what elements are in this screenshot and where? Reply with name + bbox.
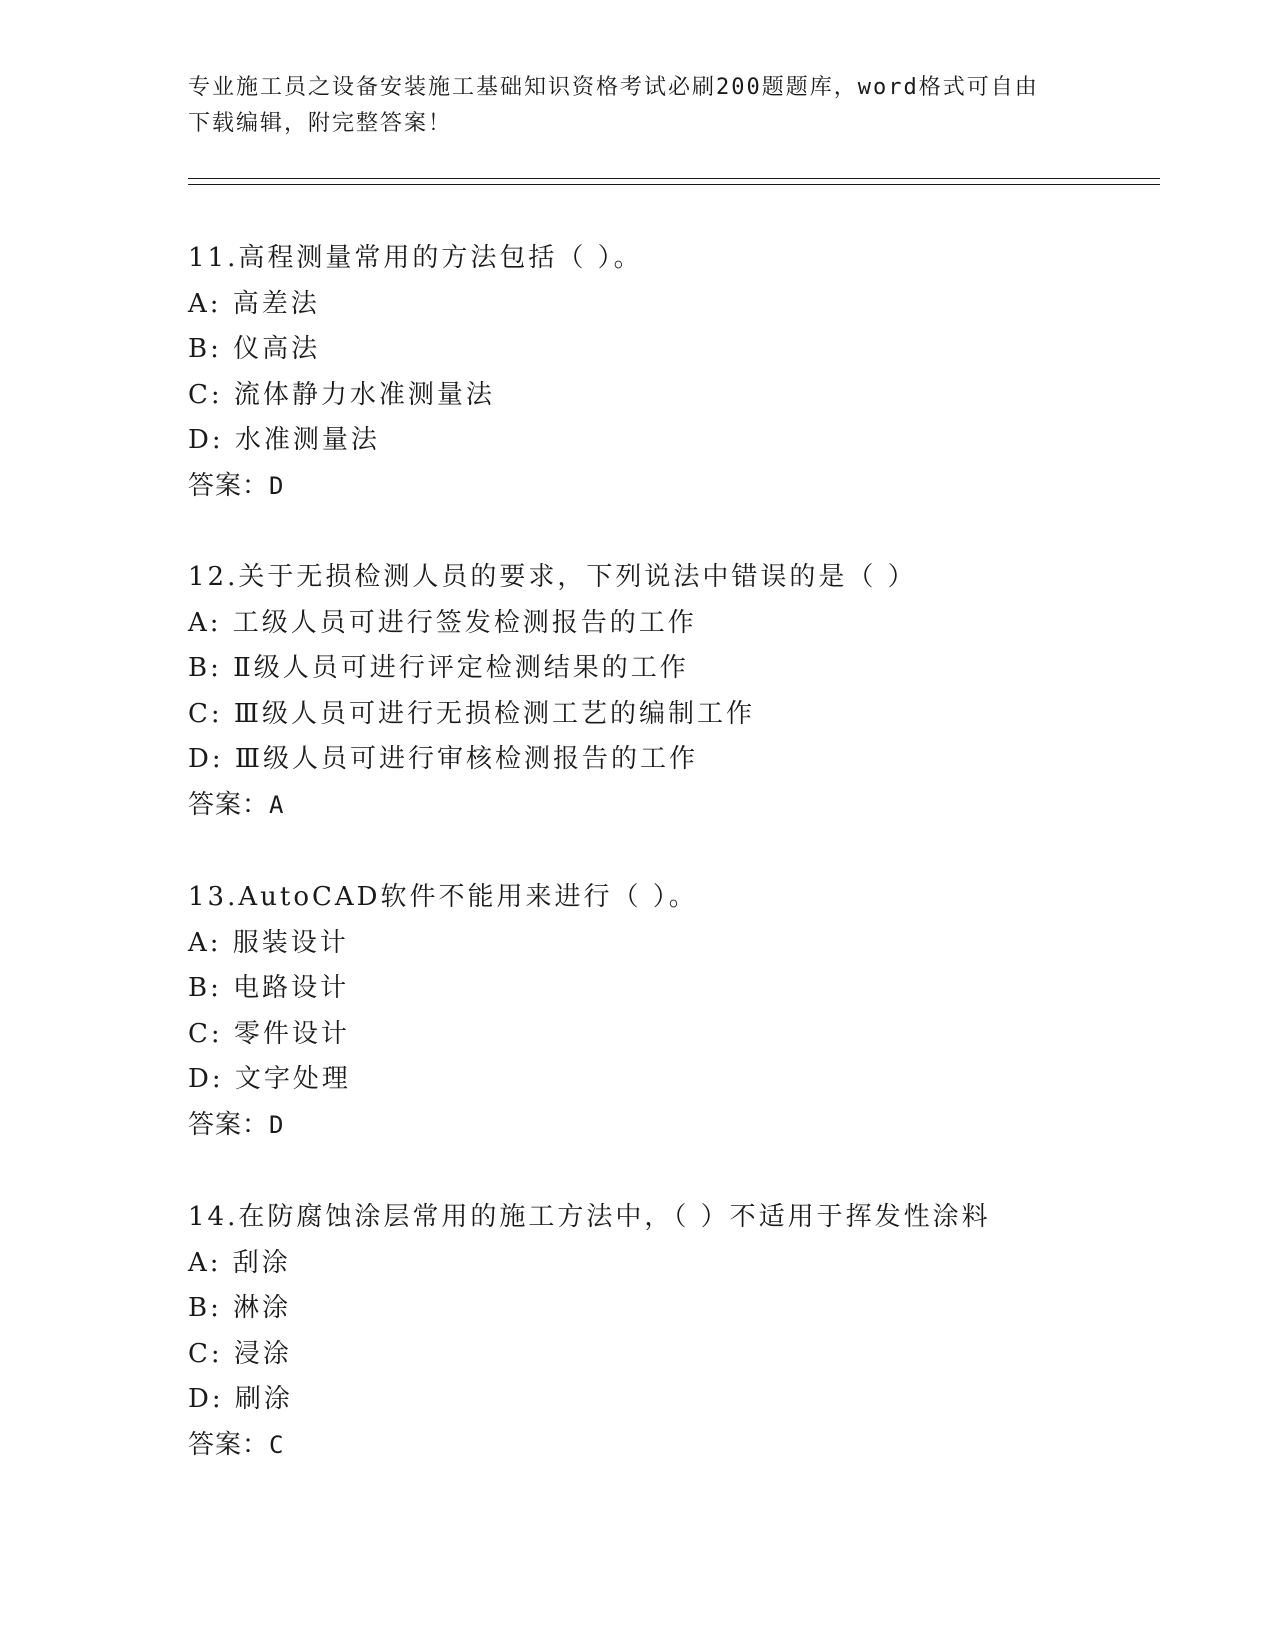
answer-label: 答案： [188,1109,270,1140]
question-stem: 11.高程测量常用的方法包括（ ）。 [188,243,643,273]
option-d: D: 刷涂 [188,1384,293,1414]
question-13 [188,875,1168,1148]
option-b: B: Ⅱ级人员可进行评定检测结果的工作 [188,653,689,683]
option-a: A: 工级人员可进行签发检测报告的工作 [188,607,697,638]
answer-label: 答案： [188,789,270,820]
question-stem: 13.AutoCAD软件不能用来进行（ ）。 [188,882,698,912]
question-12 [188,555,1168,828]
answer-value: D [269,471,285,500]
answer-line [188,783,1168,829]
option-b: B: 仪高法 [188,334,321,364]
option-b: B: 电路设计 [188,973,350,1003]
option-d: D: 水准测量法 [188,425,380,455]
answer-value: D [269,1110,285,1139]
option-c: C: 零件设计 [188,1018,350,1049]
header-title-line-1: 专业施工员之设备安装施工基础知识资格考试必刷200题题库，word格式可自由 [188,75,1039,100]
option-b: B: 淋涂 [188,1293,292,1323]
question-stem: 14.在防腐蚀涂层常用的施工方法中，（ ）不适用于挥发性涂料 [188,1202,991,1232]
header-title-line-2: 下载编辑，附完整答案！ [188,111,453,136]
option-a: A: 服装设计 [188,927,349,958]
answer-value: C [269,1430,285,1459]
option-d: D: 文字处理 [188,1064,351,1094]
option-a: A: 刮涂 [188,1247,291,1278]
answer-label: 答案： [188,470,270,501]
option-a: A: 高差法 [188,288,320,319]
question-11 [188,236,1168,509]
answer-line [188,1103,1168,1149]
header-divider [188,178,1160,185]
answer-line [188,1423,1168,1469]
option-c: C: Ⅲ级人员可进行无损检测工艺的编制工作 [188,698,755,729]
option-c: C: 流体静力水准测量法 [188,379,495,410]
document-header [188,70,1088,142]
question-stem: 12.关于无损检测人员的要求，下列说法中错误的是（ ） [188,562,917,592]
option-d: D: Ⅲ级人员可进行审核检测报告的工作 [188,744,698,774]
option-c: C: 浸涂 [188,1338,292,1369]
answer-line [188,464,1168,510]
answer-value: A [269,790,285,819]
question-14 [188,1195,1168,1468]
answer-label: 答案： [188,1429,270,1460]
